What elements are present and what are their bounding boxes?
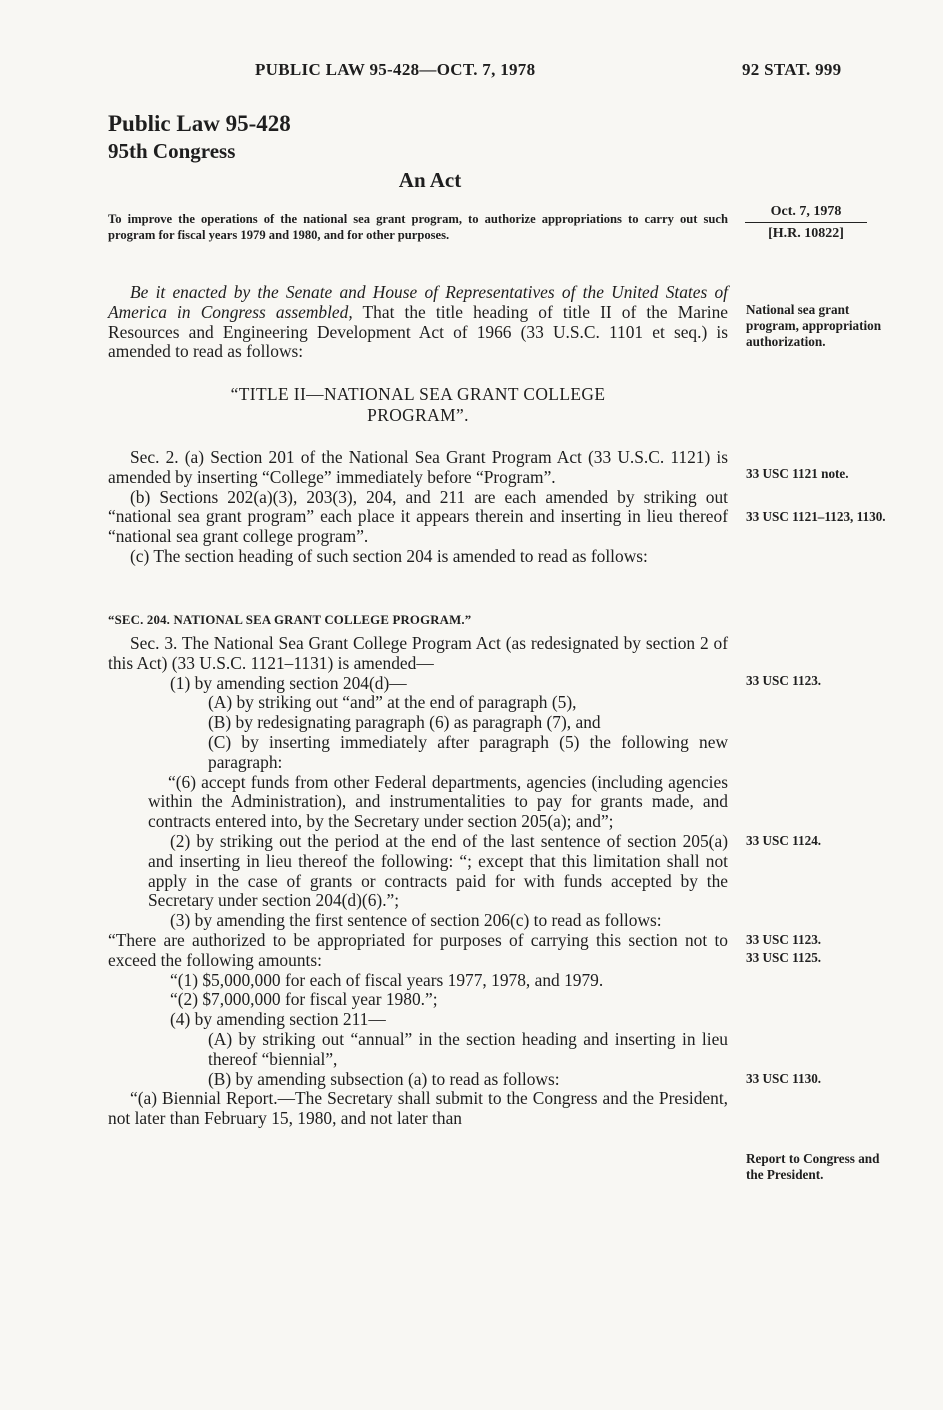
section-3 [108, 634, 728, 1129]
purpose-text: To improve the operations of the national sea grant program, to authorize appropriations to carry out such program for fiscal years 1979 and 1980, and for other purposes. [108, 212, 728, 242]
margin-note-1123-b: 33 USC 1123. [746, 932, 822, 947]
margin-note-1121-note: 33 USC 1121 note. [746, 466, 849, 481]
running-title: PUBLIC LAW 95-428—OCT. 7, 1978 [255, 60, 536, 79]
margin-note-1121-1123: 33 USC 1121–1123, 1130. [746, 509, 886, 524]
sec3-p4: (4) by amending section 211— [170, 1009, 386, 1030]
sec3-p4B-quote: “(a) Biennial Report.—The Secretary shall submit to the Congress and the President, not later than February 15, 1980, and not later than [108, 1088, 728, 1129]
title-heading [108, 384, 728, 426]
section-2 [108, 448, 728, 567]
sec3-intro: Sec. 3. The National Sea Grant College Program Act (as redesignated by section 2 of this Act) (33 U.S.C. 1121–1131) is amended— [108, 633, 728, 673]
law-identifier [108, 110, 291, 164]
sec3-p3-quote: “There are authorized to be appropriated for purposes of carrying this section not to exceed the following amounts: [108, 929, 728, 970]
margin-note-appropriation: National sea grant program, appropriation authorization. [746, 302, 882, 349]
purpose-statement [108, 211, 728, 243]
enacting-text: That the title heading of title II of the Marine Resources and Engineering Development Act of 1966 (33 U.S.C. 1101 et seq.) is amended to read as follows: [108, 301, 729, 362]
sec3-p3-item1: “(1) $5,000,000 for each of fiscal years 1977, 1978, and 1979. [170, 969, 604, 990]
bill-number: [H.R. 10822] [768, 226, 844, 241]
stat-page-number: 92 STAT. 999 [742, 60, 842, 79]
enacting-formula: Be it enacted by the Senate and House of Representatives of the United States of America in Congress assembled, [108, 282, 728, 322]
sec3-p1: (1) by amending section 204(d)— [170, 672, 407, 693]
sec3-p2: (2) by striking out the period at the end of the last sentence of section 205(a) and inserting in lieu thereof the following: “; except that this limitation shall not apply in the case of grants or contracts paid for with funds accepted by the Secretary under section 204(d)(6).”; [148, 830, 728, 911]
sec3-p1A: (A) by striking out “and” at the end of paragraph (5), [208, 692, 577, 713]
sec3-p4A: (A) by striking out “annual” in the section heading and inserting in lieu thereof “biennial”, [208, 1028, 728, 1069]
public-law-number: Public Law 95-428 [108, 111, 291, 136]
enacting-clause [108, 283, 728, 362]
running-header [0, 60, 943, 84]
enactment-date-box [745, 204, 867, 242]
title-heading-line1: “TITLE II—NATIONAL SEA GRANT COLLEGE [230, 384, 606, 404]
sec-204-heading: “SEC. 204. NATIONAL SEA GRANT COLLEGE PROGRAM.” [108, 613, 472, 627]
sec2-c: (c) The section heading of such section 204 is amended to read as follows: [130, 545, 648, 566]
margin-note-1124: 33 USC 1124. [746, 833, 822, 848]
sec3-p1C-text: (C) by inserting immediately after paragraph (5) the following new paragraph: [208, 731, 728, 772]
sec3-p3-item2: “(2) $7,000,000 for fiscal year 1980.”; [170, 989, 438, 1010]
sec3-p1C-quote: “(6) accept funds from other Federal departments, agencies (including agencies within the Administration), and instrumentalities to pay for grants made, and contracts entered into, by the Secretary under section 205(a); and”; [148, 771, 728, 832]
sec3-p1C [108, 733, 728, 773]
margin-note-report: Report to Congress and the President. [746, 1151, 880, 1182]
sec3-p4B: (B) by amending subsection (a) to read as follows: [208, 1068, 560, 1089]
sec3-p1B: (B) by redesignating paragraph (6) as paragraph (7), and [208, 712, 601, 733]
sec2-a: Sec. 2. (a) Section 201 of the National Sea Grant Program Act (33 U.S.C. 1121) is amended by inserting “College” immediately before “Program”. [108, 447, 728, 487]
enactment-date: Oct. 7, 1978 [745, 204, 867, 223]
sec2-b: (b) Sections 202(a)(3), 203(3), 204, and 211 are each amended by striking out “national sea grant program” each place it appears therein and inserting in lieu thereof “national sea grant college program”. [108, 486, 728, 547]
sec3-p3: (3) by amending the first sentence of section 206(c) to read as follows: [170, 910, 662, 931]
congress-number: 95th Congress [108, 139, 236, 163]
margin-note-1125: 33 USC 1125. [746, 950, 822, 965]
margin-note-1123: 33 USC 1123. [746, 673, 822, 688]
title-heading-line2: PROGRAM”. [367, 405, 469, 425]
margin-note-1130: 33 USC 1130. [746, 1071, 822, 1086]
an-act-heading: An Act [398, 168, 462, 192]
